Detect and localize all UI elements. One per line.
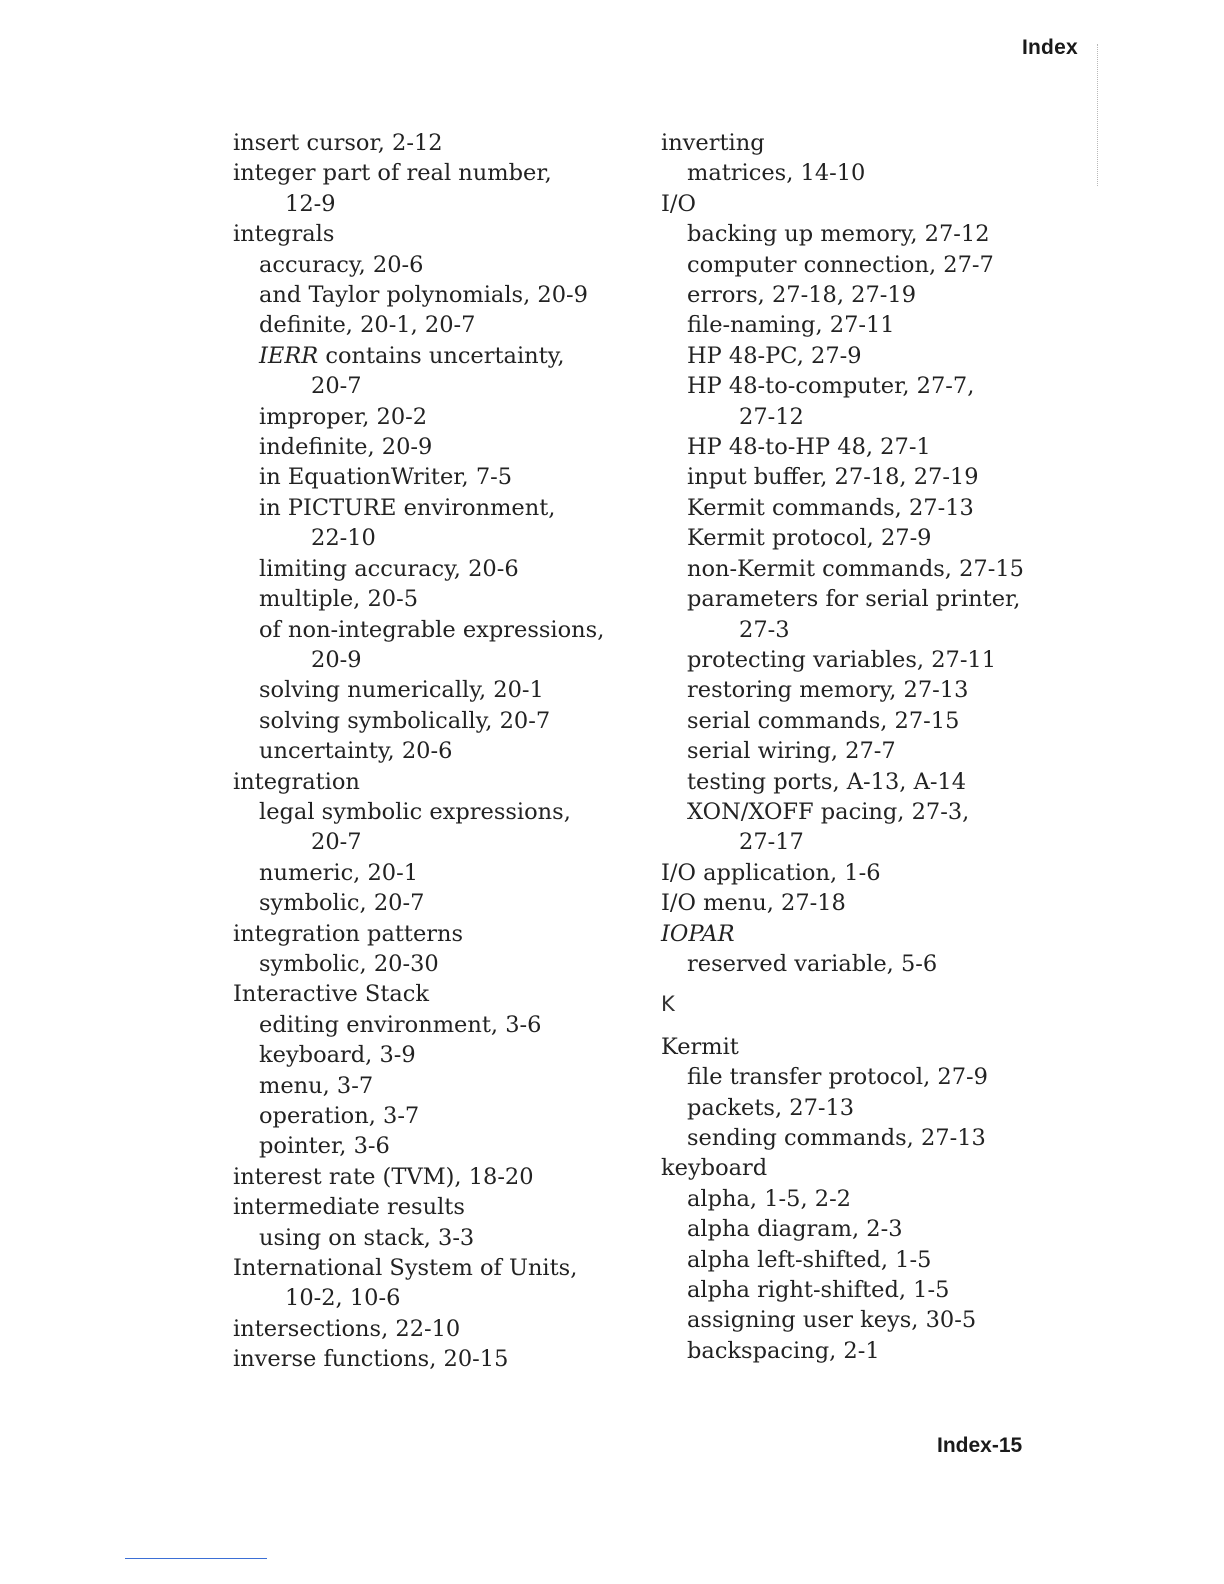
index-subentry: HP 48-to-HP 48, 27-1	[687, 434, 931, 461]
index-subentry: and Taylor polynomials, 20-9	[259, 282, 588, 309]
index-entry: insert cursor, 2-12	[233, 130, 443, 156]
index-subentry: non-Kermit commands, 27-15	[687, 555, 1024, 582]
index-subentry: parameters for serial printer,	[687, 586, 1021, 613]
page-number: Index-15	[937, 1434, 1023, 1457]
index-subentry: backing up memory, 27-12	[687, 221, 990, 248]
index-subentry: Kermit commands, 27-13	[687, 494, 974, 521]
index-entry: inverting	[661, 130, 765, 156]
index-column-left	[233, 128, 633, 1375]
index-subentry: file-naming, 27-11	[687, 312, 895, 339]
index-subentry: alpha right-shifted, 1-5	[687, 1277, 950, 1304]
index-subentry: IERR contains uncertainty,	[259, 342, 565, 369]
index-subentry: alpha diagram, 2-3	[687, 1216, 903, 1243]
index-entry: integration patterns	[233, 920, 464, 947]
index-subentry: alpha, 1-5, 2-2	[687, 1185, 851, 1212]
index-entry: IOPAR	[661, 920, 735, 947]
index-subentry: reserved variable, 5-6	[687, 950, 938, 977]
index-entry: I/O	[661, 190, 696, 217]
index-entry: interest rate (TVM), 18-20	[233, 1163, 534, 1190]
index-subentry: menu, 3-7	[259, 1072, 374, 1099]
index-subentry: serial wiring, 27-7	[687, 738, 896, 765]
index-entry: Interactive Stack	[233, 981, 430, 1008]
index-entry-continuation: 20-7	[311, 829, 362, 856]
index-subentry: errors, 27-18, 27-19	[687, 282, 917, 309]
index-subentry: legal symbolic expressions,	[259, 798, 571, 825]
index-subentry: pointer, 3-6	[259, 1133, 390, 1160]
index-subentry: file transfer protocol, 27-9	[687, 1064, 988, 1091]
index-entry-continuation: 20-9	[311, 646, 362, 673]
index-entry: I/O application, 1-6	[661, 859, 881, 886]
index-subentry: of non-integrable expressions,	[259, 616, 605, 643]
index-subentry: limiting accuracy, 20-6	[259, 555, 519, 582]
index-subentry: HP 48-PC, 27-9	[687, 342, 862, 369]
index-entry: I/O menu, 27-18	[661, 890, 846, 917]
index-subentry: uncertainty, 20-6	[259, 738, 453, 765]
index-subentry: sending commands, 27-13	[687, 1125, 986, 1151]
index-subentry: editing environment, 3-6	[259, 1011, 542, 1038]
index-entry-continuation: 12-9	[285, 190, 336, 217]
index-entry-continuation: 27-17	[739, 829, 804, 856]
index-subentry: restoring memory, 27-13	[687, 677, 969, 704]
index-subentry: keyboard, 3-9	[259, 1042, 416, 1069]
index-subentry: matrices, 14-10	[687, 160, 866, 187]
index-entry-continuation: 22-10	[311, 525, 376, 552]
index-subentry: HP 48-to-computer, 27-7,	[687, 373, 975, 400]
index-subentry: solving numerically, 20-1	[259, 677, 544, 704]
index-subentry: packets, 27-13	[687, 1094, 855, 1121]
index-subentry: symbolic, 20-30	[259, 950, 439, 977]
running-header: Index	[1022, 36, 1078, 59]
index-subentry: alpha left-shifted, 1-5	[687, 1246, 932, 1273]
index-entry: integrals	[233, 221, 335, 248]
index-entry: Kermit	[661, 1033, 739, 1060]
index-entry: integration	[233, 768, 360, 795]
index-subentry: in EquationWriter, 7-5	[259, 464, 513, 491]
index-subentry: definite, 20-1, 20-7	[259, 312, 476, 339]
page-edge-mark	[1097, 44, 1098, 186]
index-subentry: backspacing, 2-1	[687, 1337, 880, 1364]
index-subentry: indefinite, 20-9	[259, 434, 433, 461]
index-entry-continuation: 27-3	[739, 616, 790, 643]
index-entry: inverse functions, 20-15	[233, 1346, 509, 1373]
index-subentry: serial commands, 27-15	[687, 707, 960, 734]
index-subentry: XON/XOFF pacing, 27-3,	[687, 798, 970, 825]
index-entry: International System of Units,	[233, 1255, 578, 1282]
index-subentry: testing ports, A-13, A-14	[687, 768, 967, 795]
index-subentry: using on stack, 3-3	[259, 1224, 475, 1251]
index-entry: keyboard	[661, 1155, 768, 1182]
index-subentry: Kermit protocol, 27-9	[687, 525, 932, 552]
index-entry: intersections, 22-10	[233, 1315, 461, 1342]
index-subentry: solving symbolically, 20-7	[259, 707, 551, 734]
section-letter: K	[661, 992, 675, 1017]
index-entry: integer part of real number,	[233, 160, 552, 187]
index-subentry: symbolic, 20-7	[259, 890, 425, 917]
index-entry-continuation: 10-2, 10-6	[285, 1285, 401, 1312]
index-subentry: accuracy, 20-6	[259, 251, 424, 278]
index-column-right	[661, 128, 1081, 1366]
index-subentry: assigning user keys, 30-5	[687, 1307, 977, 1334]
index-subentry: in PICTURE environment,	[259, 494, 556, 521]
index-entry-continuation: 27-12	[739, 403, 804, 430]
index-entry-continuation: 20-7	[311, 373, 362, 400]
index-subentry: computer connection, 27-7	[687, 251, 994, 278]
index-subentry: multiple, 20-5	[259, 586, 419, 613]
footer-rule	[125, 1558, 267, 1559]
index-subentry: operation, 3-7	[259, 1103, 420, 1129]
index-subentry: improper, 20-2	[259, 403, 428, 430]
index-subentry: numeric, 20-1	[259, 859, 419, 886]
index-subentry: input buffer, 27-18, 27-19	[687, 464, 979, 491]
index-entry: intermediate results	[233, 1194, 465, 1221]
index-subentry: protecting variables, 27-11	[687, 646, 997, 673]
